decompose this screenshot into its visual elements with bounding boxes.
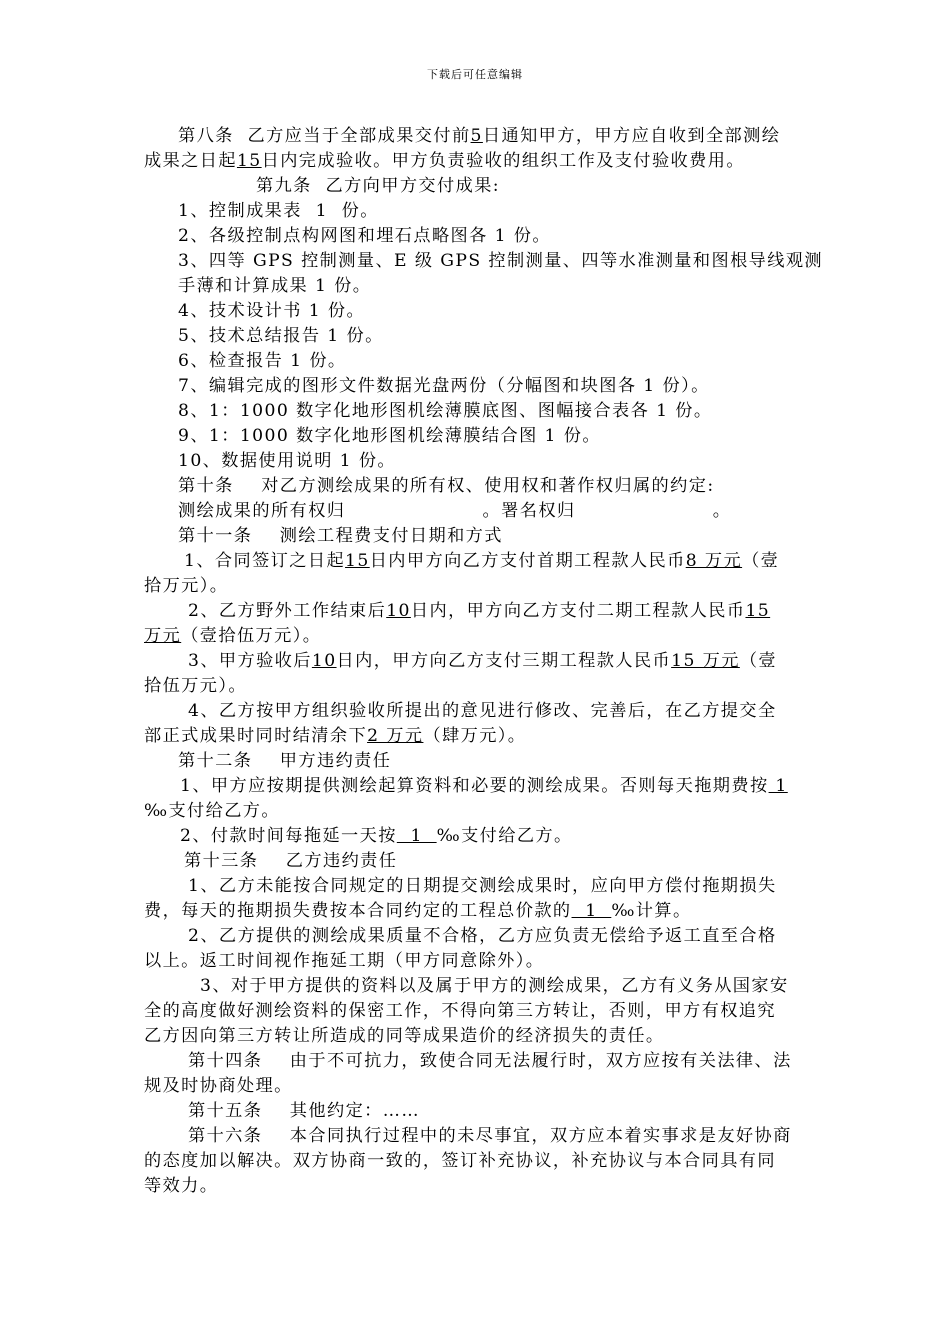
text-line <box>144 799 804 824</box>
text-segment: ‰计算。 <box>611 901 692 921</box>
text-segment: 第十四条 由于不可抗力，致使合同无法履行时，双方应按有关法律、法 <box>188 1051 792 1071</box>
text-segment: 第十一条 测绘工程费支付日期和方式 <box>178 526 503 546</box>
contract-body <box>144 124 824 1199</box>
text-line <box>144 1049 804 1074</box>
text-segment: 日内完成验收。甲方负责验收的组织工作及支付验收费用。 <box>261 151 745 171</box>
text-segment: 部正式成果时同时结清余下 <box>144 726 368 746</box>
text-line <box>144 524 804 549</box>
text-segment: 规及时协商处理。 <box>144 1076 293 1096</box>
text-segment: 3、四等 GPS 控制测量、E 级 GPS 控制测量、四等水准测量和图根导线观测 <box>178 251 824 271</box>
text-segment: 2、各级控制点构网图和埋石点略图各 1 份。 <box>178 226 551 246</box>
text-segment: 拾伍万元）。 <box>144 676 247 696</box>
text-segment: 日内，甲方向乙方支付二期工程款人民币 <box>410 601 746 621</box>
underlined-value: 8 万元 <box>685 551 743 571</box>
text-line <box>144 249 824 274</box>
text-segment: 第十条 对乙方测绘成果的所有权、使用权和著作权归属的约定: <box>178 476 715 496</box>
text-segment: （肆万元）。 <box>423 726 527 746</box>
underlined-value: 10 <box>386 601 411 621</box>
text-segment: 1、甲方应按期提供测绘起算资料和必要的测绘成果。否则每天拖期费按 <box>180 776 769 796</box>
text-line <box>144 149 804 174</box>
text-line <box>144 1149 804 1174</box>
text-line <box>144 499 804 524</box>
text-line <box>144 299 804 324</box>
text-line <box>144 899 804 924</box>
text-segment: （壹拾伍万元）。 <box>181 626 322 646</box>
text-segment: 成果之日起 <box>144 151 237 171</box>
text-line <box>144 749 804 774</box>
text-segment: ‰支付给乙方。 <box>436 826 573 846</box>
text-line <box>144 324 804 349</box>
underlined-value: 5 <box>470 126 483 146</box>
text-line <box>144 724 804 749</box>
text-segment: 等效力。 <box>144 1176 219 1196</box>
text-segment: 测绘成果的所有权归 。署名权归 。 <box>178 501 732 521</box>
underlined-value: 1 <box>571 901 612 921</box>
text-segment: 全的高度做好测绘资料的保密工作，不得向第三方转让，否则，甲方有权追究 <box>144 1001 776 1021</box>
text-line <box>144 224 804 249</box>
text-line <box>144 1074 804 1099</box>
text-line <box>144 624 804 649</box>
text-segment: （壹 <box>739 651 778 671</box>
text-line <box>144 1024 804 1049</box>
text-segment: 1、乙方未能按合同规定的日期提交测绘成果时，应向甲方偿付拖期损失 <box>188 876 777 896</box>
text-segment: 日通知甲方，甲方应自收到全部测绘 <box>482 126 781 146</box>
text-line <box>144 874 804 899</box>
text-line <box>144 374 804 399</box>
text-line <box>144 274 804 299</box>
text-line <box>144 474 804 499</box>
text-segment: 2、乙方提供的测绘成果质量不合格，乙方应负责无偿给予返工直至合格 <box>188 926 777 946</box>
text-segment: 日内甲方向乙方支付首期工程款人民币 <box>369 551 686 571</box>
text-segment: 3、甲方验收后 <box>188 651 312 671</box>
text-segment: 1、控制成果表 1 份。 <box>178 201 379 221</box>
text-line <box>144 999 804 1024</box>
text-line <box>144 399 804 424</box>
text-segment: 第十二条 甲方违约责任 <box>178 751 392 771</box>
text-segment: 7、编辑完成的图形文件数据光盘两份（分幅图和块图各 1 份）。 <box>178 376 710 396</box>
text-line <box>144 674 804 699</box>
text-segment: 2、乙方野外工作结束后 <box>188 601 387 621</box>
text-segment: ‰支付给乙方。 <box>144 801 280 821</box>
text-line <box>144 974 804 999</box>
text-line <box>144 1124 804 1149</box>
text-line <box>144 599 804 624</box>
text-segment: 第八条 乙方应当于全部成果交付前 <box>178 126 471 146</box>
text-segment: 2、付款时间每拖延一天按 <box>180 826 397 846</box>
text-line <box>144 124 804 149</box>
text-segment: 乙方因向第三方转让所造成的同等成果造价的经济损失的责任。 <box>144 1026 665 1046</box>
text-line <box>144 949 804 974</box>
underlined-value: 15 万元 <box>671 651 740 671</box>
underlined-value: 1 <box>396 826 437 846</box>
text-line <box>144 774 804 799</box>
text-line <box>144 849 804 874</box>
text-segment: 9、1：1000 数字化地形图机绘薄膜结合图 1 份。 <box>178 426 601 446</box>
underlined-value: 10 <box>311 651 337 671</box>
text-segment: 日内，甲方向乙方支付三期工程款人民币 <box>336 651 672 671</box>
text-line <box>144 199 804 224</box>
text-segment: 5、技术总结报告 1 份。 <box>178 326 384 346</box>
text-line <box>144 924 804 949</box>
underlined-value: 15 <box>345 551 370 571</box>
text-line <box>144 574 804 599</box>
underlined-value: 1 <box>768 776 788 796</box>
underlined-value: 15 <box>745 601 771 621</box>
text-line <box>144 174 804 199</box>
text-segment: 第十六条 本合同执行过程中的未尽事宜，双方应本着实事求是友好协商 <box>188 1126 792 1146</box>
text-line <box>144 424 804 449</box>
text-line <box>144 1174 804 1199</box>
text-segment: 拾万元）。 <box>144 576 229 596</box>
text-segment: 手薄和计算成果 1 份。 <box>178 276 372 296</box>
underlined-value: 万元 <box>144 626 182 646</box>
text-segment: 3、对于甲方提供的资料以及属于甲方的测绘成果，乙方有义务从国家安 <box>200 976 789 996</box>
text-segment: （壹 <box>742 551 780 571</box>
text-segment: 6、检查报告 1 份。 <box>178 351 347 371</box>
text-segment: 1、合同签订之日起 <box>184 551 346 571</box>
text-segment: 10、数据使用说明 1 份。 <box>178 451 397 471</box>
page-header: 下载后可任意编辑 <box>427 68 523 81</box>
text-line <box>144 449 804 474</box>
text-segment: 第十三条 乙方违约责任 <box>184 851 398 871</box>
text-line <box>144 699 804 724</box>
text-segment: 的态度加以解决。双方协商一致的，签订补充协议，补充协议与本合同具有同 <box>144 1151 776 1171</box>
text-segment: 第十五条 其他约定：…… <box>188 1101 420 1121</box>
text-segment: 4、乙方按甲方组织验收所提出的意见进行修改、完善后，在乙方提交全 <box>188 701 777 721</box>
text-segment: 费，每天的拖期损失费按本合同约定的工程总价款的 <box>144 901 572 921</box>
text-line <box>144 349 804 374</box>
text-line <box>144 1099 804 1124</box>
text-segment: 以上。返工时间视作拖延工期（甲方同意除外）。 <box>144 951 545 971</box>
underlined-value: 15 <box>236 151 262 171</box>
text-line <box>144 649 804 674</box>
text-segment: 第九条 乙方向甲方交付成果: <box>256 176 500 196</box>
text-line <box>144 824 804 849</box>
text-segment: 4、技术设计书 1 份。 <box>178 301 366 321</box>
text-line <box>144 549 804 574</box>
text-segment: 8、1：1000 数字化地形图机绘薄膜底图、图幅接合表各 1 份。 <box>178 401 713 421</box>
underlined-value: 2 万元 <box>367 726 424 746</box>
